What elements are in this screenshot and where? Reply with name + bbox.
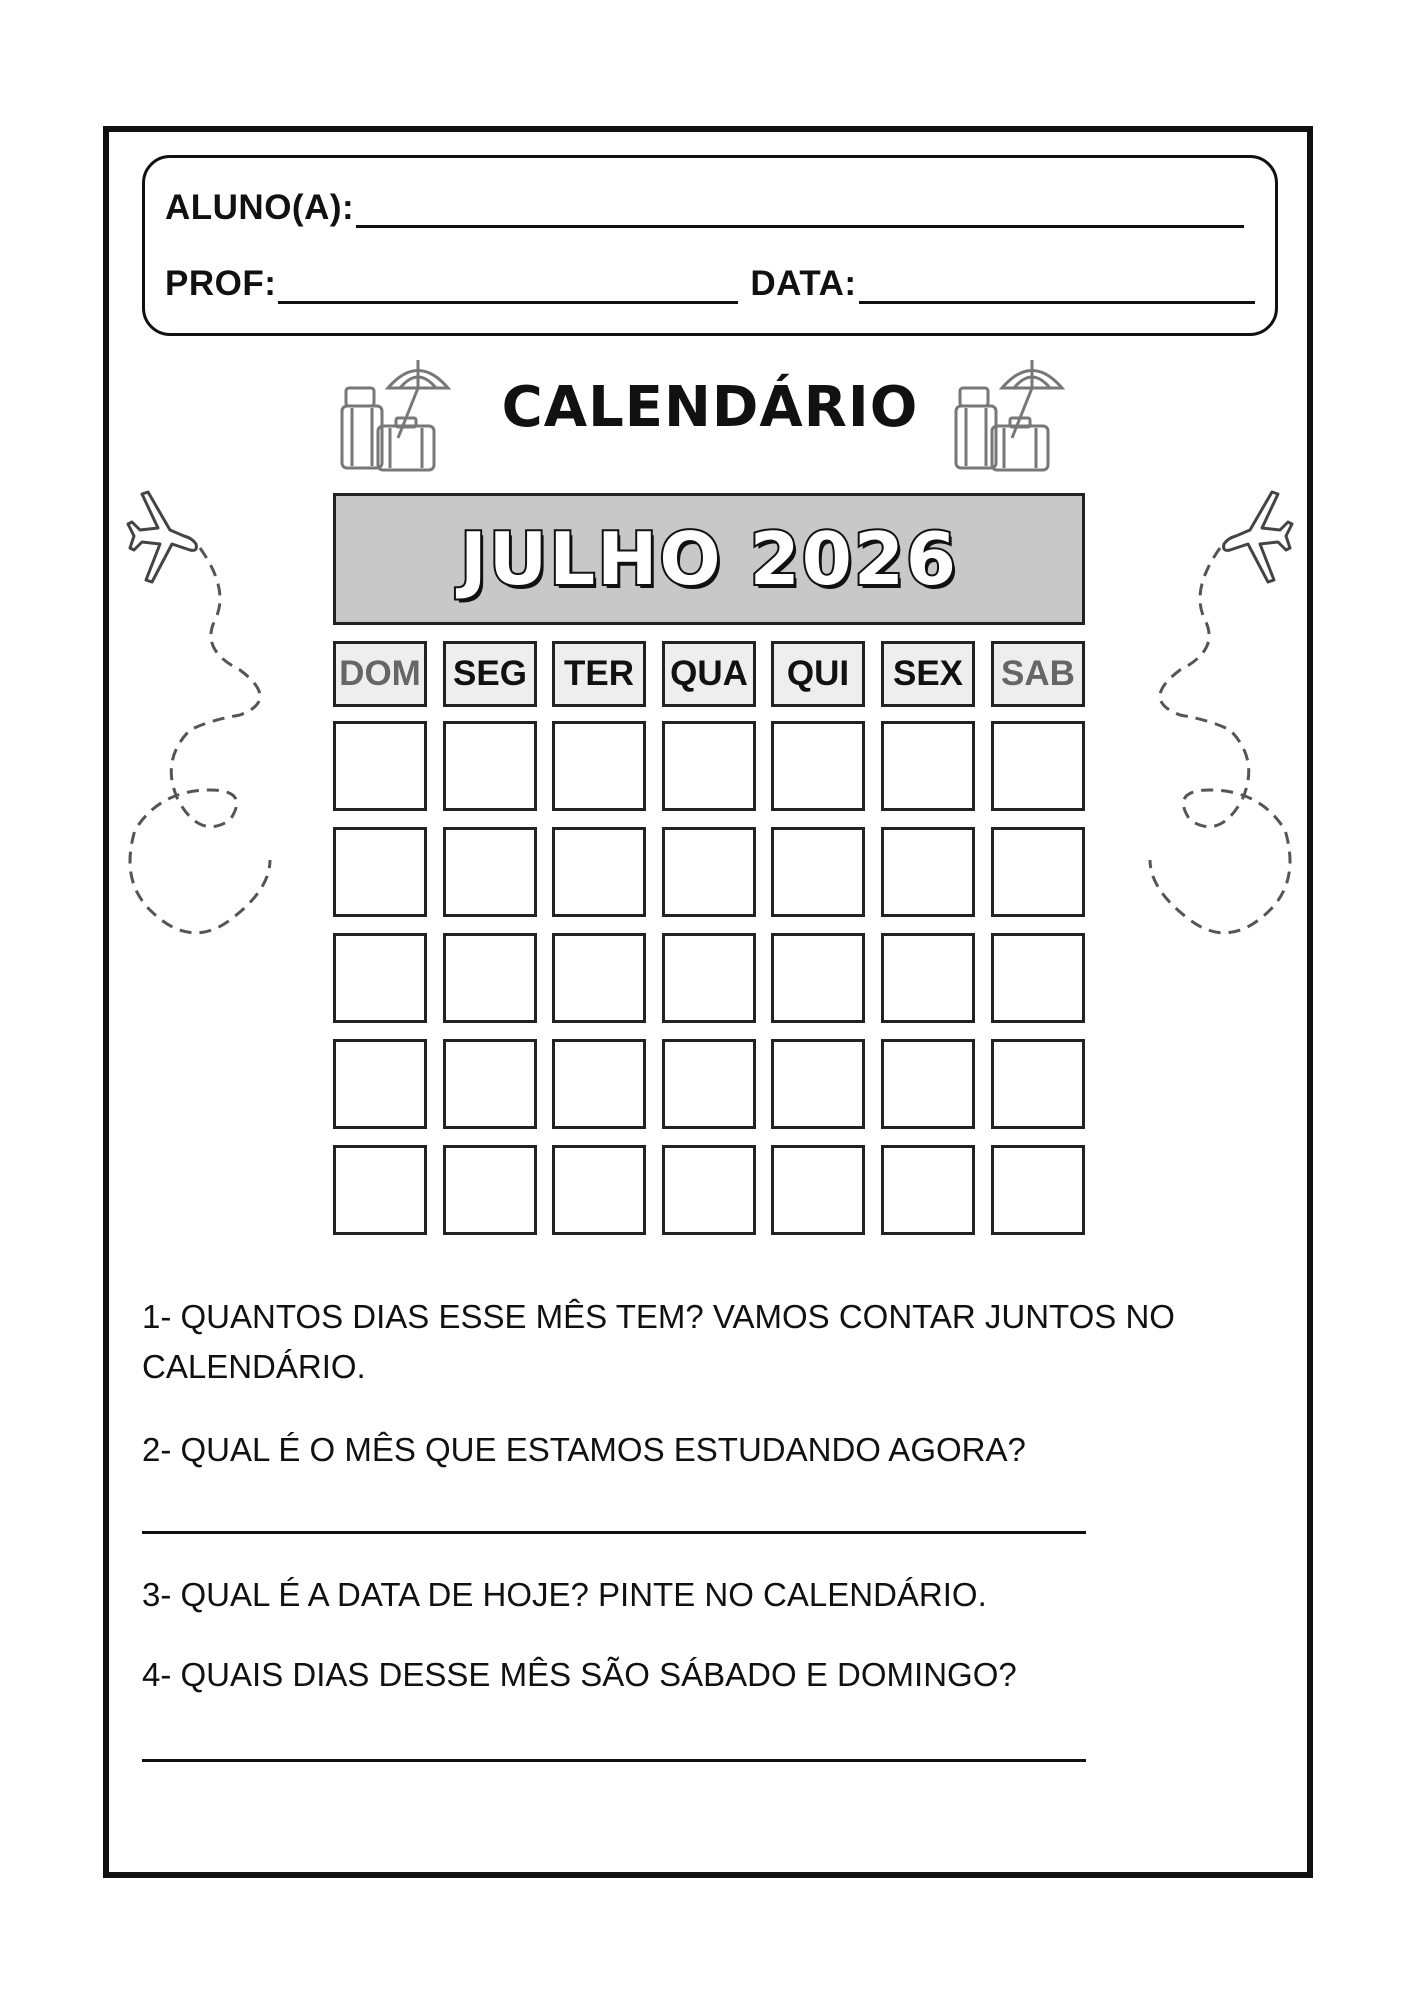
calendar-day-cell[interactable] bbox=[552, 1039, 646, 1129]
teacher-label: PROF: bbox=[165, 264, 277, 303]
calendar-day-cell[interactable] bbox=[443, 1039, 537, 1129]
student-info-box bbox=[142, 155, 1278, 336]
calendar-day-cell[interactable] bbox=[881, 827, 975, 917]
calendar-day-cell[interactable] bbox=[443, 827, 537, 917]
calendar-day-cell[interactable] bbox=[771, 933, 865, 1023]
calendar-day-cell[interactable] bbox=[881, 1145, 975, 1235]
answer-line-2[interactable] bbox=[142, 1531, 1086, 1534]
calendar-day-cell[interactable] bbox=[771, 1039, 865, 1129]
calendar-day-cell[interactable] bbox=[443, 1145, 537, 1235]
calendar-day-cell[interactable] bbox=[333, 721, 427, 811]
calendar-day-cell[interactable] bbox=[333, 827, 427, 917]
question-1: 1- QUANTOS DIAS ESSE MÊS TEM? VAMOS CONTAR JUNTOS NO CALENDÁRIO. bbox=[142, 1298, 1175, 1385]
suitcase-umbrella-icon bbox=[952, 348, 1072, 478]
calendar-day-cell[interactable] bbox=[662, 721, 756, 811]
question-2: 2- QUAL É O MÊS QUE ESTAMOS ESTUDANDO AGORA? bbox=[142, 1431, 1026, 1468]
calendar-day-cell[interactable] bbox=[443, 933, 537, 1023]
student-name-row bbox=[165, 188, 1244, 228]
weekday-header-saturday: SAB bbox=[991, 641, 1085, 707]
calendar-day-cell[interactable] bbox=[333, 1039, 427, 1129]
month-title: JULHO 2026 bbox=[459, 517, 959, 601]
calendar-day-cell[interactable] bbox=[333, 933, 427, 1023]
calendar-day-cell[interactable] bbox=[771, 827, 865, 917]
calendar-day-cell[interactable] bbox=[881, 721, 975, 811]
weekday-header-monday: SEG bbox=[443, 641, 537, 707]
calendar-day-cell[interactable] bbox=[771, 1145, 865, 1235]
airplane-icon bbox=[120, 470, 300, 980]
airplane-icon bbox=[1120, 470, 1300, 980]
calendar-day-cell[interactable] bbox=[771, 721, 865, 811]
calendar-day-cell[interactable] bbox=[662, 1039, 756, 1129]
calendar-day-cell[interactable] bbox=[991, 721, 1085, 811]
calendar-day-cell[interactable] bbox=[662, 933, 756, 1023]
calendar-day-cell[interactable] bbox=[552, 827, 646, 917]
question-3: 3- QUAL É A DATA DE HOJE? PINTE NO CALENDÁRIO. bbox=[142, 1576, 987, 1613]
calendar-day-cell[interactable] bbox=[881, 933, 975, 1023]
calendar-day-cell[interactable] bbox=[662, 1145, 756, 1235]
student-name-blank[interactable] bbox=[356, 195, 1244, 228]
weekday-header-wednesday: QUA bbox=[662, 641, 756, 707]
calendar-day-cell[interactable] bbox=[552, 1145, 646, 1235]
teacher-date-row bbox=[165, 264, 1255, 304]
suitcase-umbrella-icon bbox=[338, 348, 458, 478]
date-label: DATA: bbox=[750, 264, 857, 303]
calendar-day-cell[interactable] bbox=[991, 1145, 1085, 1235]
weekday-header-friday: SEX bbox=[881, 641, 975, 707]
calendar-day-cell[interactable] bbox=[991, 933, 1085, 1023]
weekday-header-tuesday: TER bbox=[552, 641, 646, 707]
question-4: 4- QUAIS DIAS DESSE MÊS SÃO SÁBADO E DOMINGO? bbox=[142, 1656, 1017, 1693]
calendar-day-cell[interactable] bbox=[662, 827, 756, 917]
student-label: ALUNO(A): bbox=[165, 188, 355, 227]
calendar-day-cell[interactable] bbox=[552, 933, 646, 1023]
calendar-day-cell[interactable] bbox=[991, 827, 1085, 917]
calendar-day-cell[interactable] bbox=[443, 721, 537, 811]
calendar-day-cell[interactable] bbox=[881, 1039, 975, 1129]
calendar-day-cell[interactable] bbox=[552, 721, 646, 811]
date-blank[interactable] bbox=[859, 271, 1255, 304]
page-title: CALENDÁRIO bbox=[501, 375, 919, 440]
calendar-day-cell[interactable] bbox=[333, 1145, 427, 1235]
calendar-day-cell[interactable] bbox=[991, 1039, 1085, 1129]
teacher-name-blank[interactable] bbox=[278, 271, 738, 304]
month-banner bbox=[333, 493, 1085, 625]
weekday-header-thursday: QUI bbox=[771, 641, 865, 707]
weekday-header-sunday: DOM bbox=[333, 641, 427, 707]
answer-line-4[interactable] bbox=[142, 1759, 1086, 1762]
